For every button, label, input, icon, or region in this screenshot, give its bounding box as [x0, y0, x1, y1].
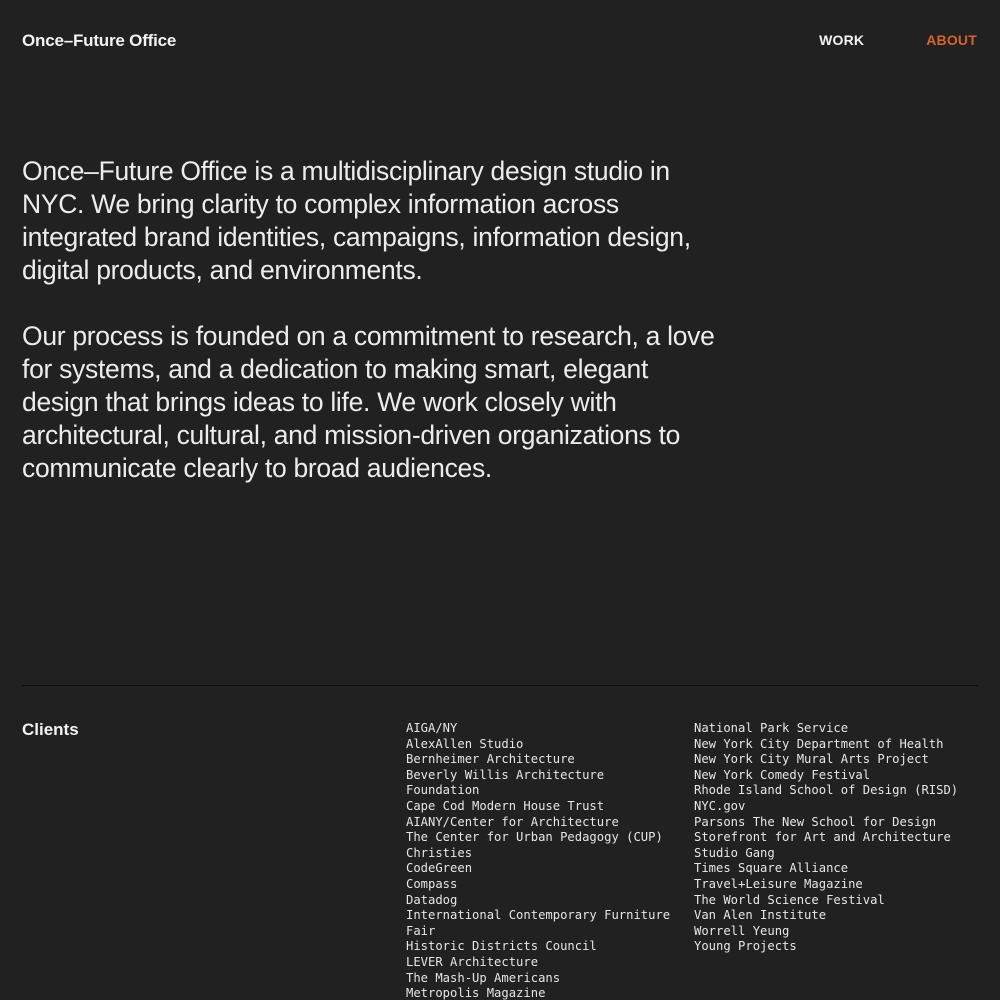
intro-paragraph: Our process is founded on a commitment to research, a love for systems, and a dedication to making smart, elegant design that brings ideas to life. We work closely with architectural, cultural, and mission-driven organizations to communicate clearly to broad audiences. [22, 321, 715, 483]
client-list-item: Times Square Alliance [694, 861, 849, 876]
client-list-item: Foundation [406, 783, 480, 798]
client-list-item: Rhode Island School of Design (RISD) [694, 783, 959, 798]
client-list-item: Datadog [406, 892, 458, 907]
client-list-item: New York City Mural Arts Project [694, 752, 929, 767]
client-list-item: The Center for Urban Pedagogy (CUP) [406, 830, 663, 845]
client-list-item: New York Comedy Festival [694, 767, 871, 782]
main-nav [819, 32, 977, 48]
clients-list-column-1 [406, 721, 686, 1000]
client-list-item: Travel+Leisure Magazine [694, 876, 863, 891]
intro-paragraph: Once–Future Office is a multidisciplinary design studio in NYC. We bring clarity to complex information across integrated brand identities, campaigns, information design, digital products, and environments. [22, 156, 691, 285]
client-list-item: Beverly Willis Architecture [406, 767, 605, 782]
client-list-item: NYC.gov [694, 798, 746, 813]
client-list-item: Bernheimer Architecture [406, 752, 575, 767]
client-list-item: New York City Department of Health [694, 736, 944, 751]
clients-heading: Clients [22, 720, 79, 739]
client-list-item: Cape Cod Modern House Trust [406, 798, 605, 813]
client-list-item: Christies [406, 845, 473, 860]
client-list-item: National Park Service [694, 721, 849, 735]
client-list-item: Storefront for Art and Architecture [694, 830, 951, 845]
client-list-item: Compass [406, 876, 458, 891]
nav-work-link[interactable]: WORK [819, 32, 865, 48]
client-list-item: AIGA/NY [406, 721, 458, 735]
client-list-item: Studio Gang [694, 845, 775, 860]
client-list-item: AlexAllen Studio [406, 736, 524, 751]
client-list-item: LEVER Architecture [406, 954, 539, 969]
section-divider [22, 685, 978, 686]
nav-about-link[interactable]: ABOUT [926, 32, 977, 48]
intro-section [22, 155, 722, 518]
clients-list-column-2 [694, 721, 984, 955]
client-list-item: Parsons The New School for Design [694, 814, 937, 829]
client-list-item: Historic Districts Council [406, 939, 597, 954]
client-list-item: The Mash-Up Americans [406, 970, 561, 985]
client-list-item: The World Science Festival [694, 892, 885, 907]
brand-logo-link[interactable]: Once–Future Office [22, 31, 177, 50]
client-list-item: CodeGreen [406, 861, 473, 876]
client-list-item: Fair [406, 923, 436, 938]
client-list-item: Van Alen Institute [694, 908, 827, 923]
client-list-item: Worrell Yeung [694, 923, 790, 938]
client-list-item: Metropolis Magazine [406, 986, 546, 1000]
client-list-item: Young Projects [694, 939, 797, 954]
client-list-item: AIANY/Center for Architecture [406, 814, 619, 829]
client-list-item: International Contemporary Furniture [406, 908, 671, 923]
